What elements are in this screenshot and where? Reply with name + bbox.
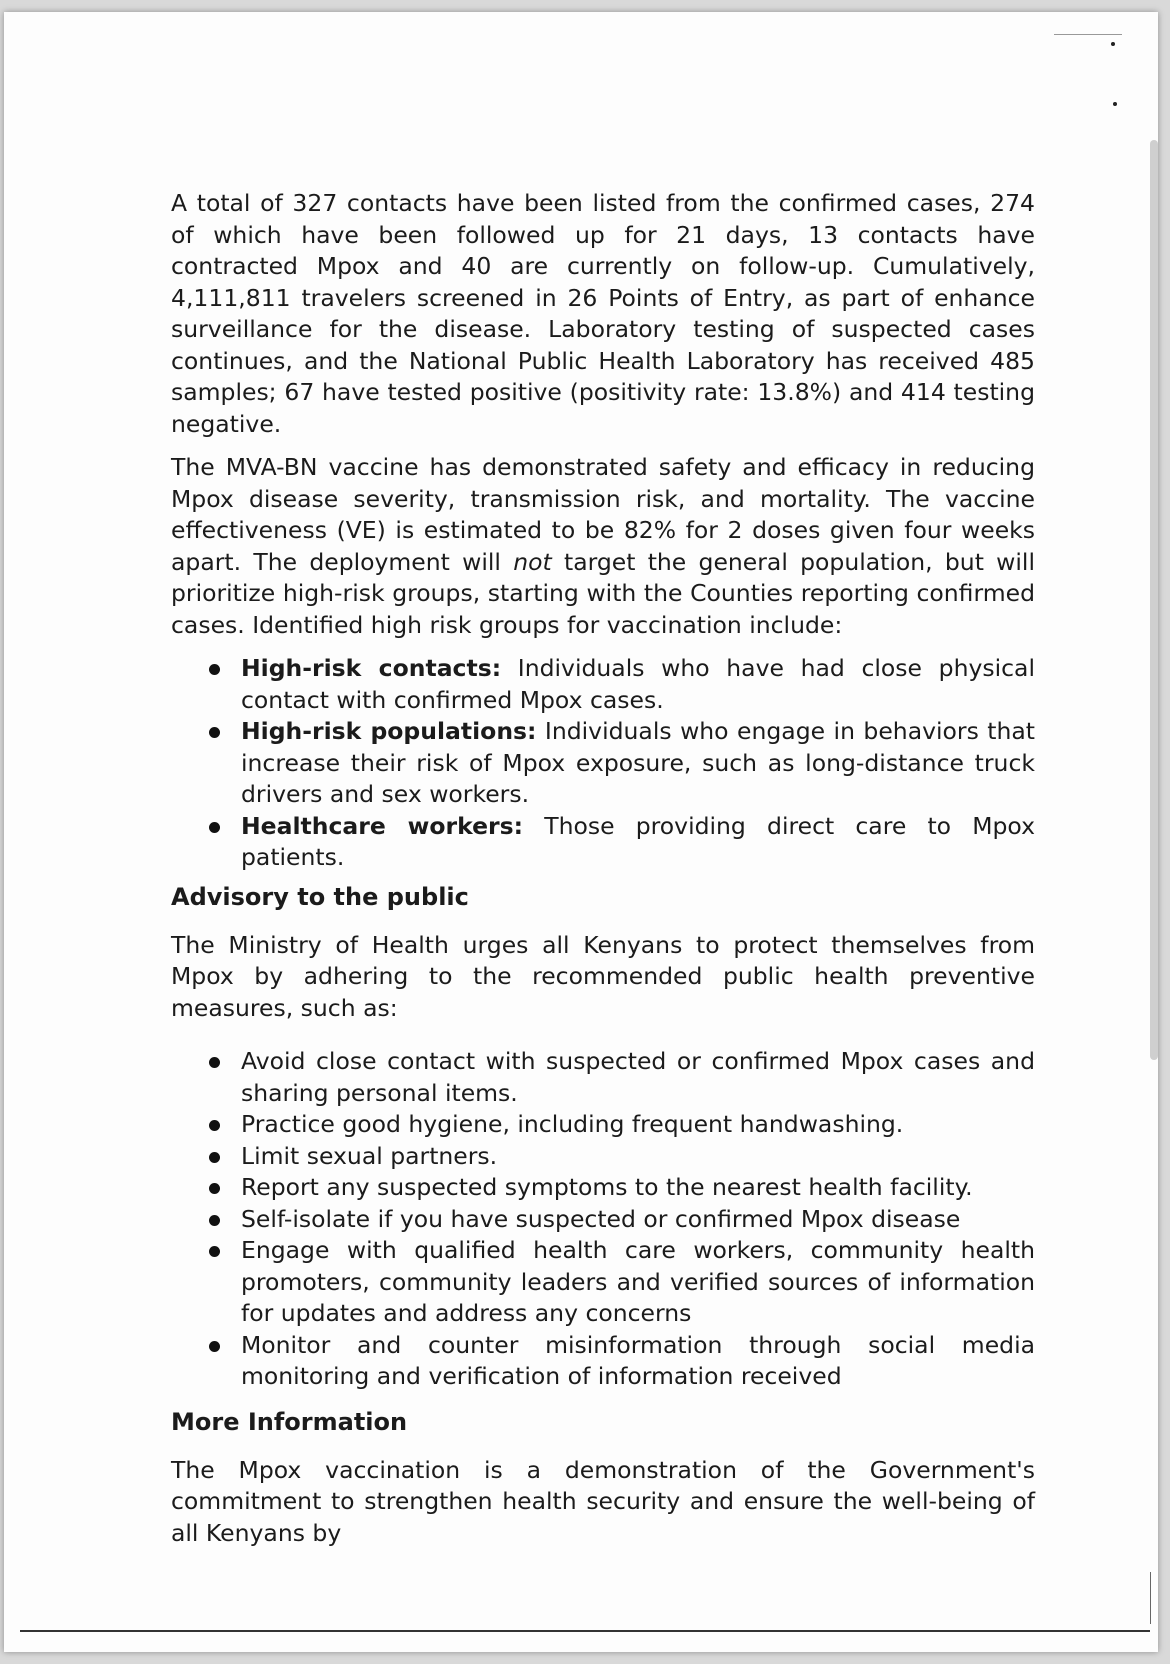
risk-group-term: High-risk contacts: bbox=[241, 654, 502, 682]
risk-groups-list bbox=[171, 653, 1035, 874]
list-item bbox=[209, 716, 1035, 811]
vaccine-intro-text: The MVA-BN vaccine has demonstrated safety and efficacy in reducing Mpox disease severity, transmission risk, and mortality. The vaccine effectiveness (VE) is estimated to be 82% for 2 doses given four weeks apart. bbox=[171, 453, 1035, 576]
more-info-paragraph: The Mpox vaccination is a demonstration of the Government's commitment to strengthen health security and ensure the well-being of all Kenyans by bbox=[171, 1455, 1035, 1547]
risk-group-text: Individuals who engage in behaviors that increase their risk of Mpox exposure, such as long-distance truck drivers and sex workers. bbox=[241, 717, 1035, 808]
risk-group-text: Individuals who have had close physical contact with confirmed Mpox cases. bbox=[241, 654, 1035, 714]
list-item: Avoid close contact with suspected or confirmed Mpox cases and sharing personal items. bbox=[209, 1046, 1035, 1109]
contacts-paragraph: A total of 327 contacts have been listed from the confirmed cases, 274 of which have been followed up for 21 days, 13 contacts have contracted Mpox and 40 are currently on follow-up. Cumulatively, 4,111,811 travelers screened in 26 Points of Entry, as part of enhance surveillance for the disease. Laboratory testing of suspected cases continues, and the National Public Health Laboratory has received 485 samples; 67 have tested positive (positivity rate: 13.8%) and 414 testing negative. bbox=[171, 189, 1035, 438]
document-page bbox=[4, 12, 1158, 1652]
list-item bbox=[209, 811, 1035, 874]
list-item: Monitor and counter misinformation through social media monitoring and verification of information received bbox=[209, 1330, 1035, 1393]
list-item: Limit sexual partners. bbox=[209, 1141, 1035, 1173]
top-rule bbox=[1054, 34, 1122, 35]
bottom-rule bbox=[20, 1630, 1150, 1632]
list-item bbox=[209, 653, 1035, 716]
deployment-text-after: target the general population, but will prioritize high-risk groups, starting with the Counties reporting confirmed cases. Identified high risk groups for vaccination include: bbox=[171, 547, 1035, 639]
more-info-heading: More Information bbox=[171, 1407, 408, 1436]
deployment-emphasis: not bbox=[513, 547, 552, 576]
speck-mark bbox=[1111, 42, 1115, 46]
risk-group-term: Healthcare workers: bbox=[241, 811, 524, 840]
list-item: Report any suspected symptoms to the nearest health facility. bbox=[209, 1172, 1035, 1204]
risk-group-text: Those providing direct care to Mpox patients. bbox=[241, 811, 1035, 871]
list-item: Practice good hygiene, including frequent handwashing. bbox=[209, 1109, 1035, 1141]
advisory-heading: Advisory to the public bbox=[171, 882, 469, 911]
document-body bbox=[171, 188, 1035, 1561]
vaccine-paragraph bbox=[171, 452, 1035, 641]
risk-group-term: High-risk populations: bbox=[241, 717, 537, 745]
list-item: Engage with qualified health care workers, community health promoters, community leaders and verified sources of information for updates and address any concerns bbox=[209, 1235, 1035, 1330]
advisory-intro: The Ministry of Health urges all Kenyans to protect themselves from Mpox by adhering to the recommended public health preventive measures, such as: bbox=[171, 930, 1035, 1022]
deployment-text-before: The deployment will bbox=[253, 547, 514, 576]
preventive-measures-list bbox=[171, 1046, 1035, 1393]
page-edge-line bbox=[1150, 1572, 1151, 1624]
list-item: Self-isolate if you have suspected or confirmed Mpox disease bbox=[209, 1204, 1035, 1236]
scrollbar[interactable] bbox=[1150, 140, 1158, 1060]
speck-mark bbox=[1113, 102, 1117, 106]
